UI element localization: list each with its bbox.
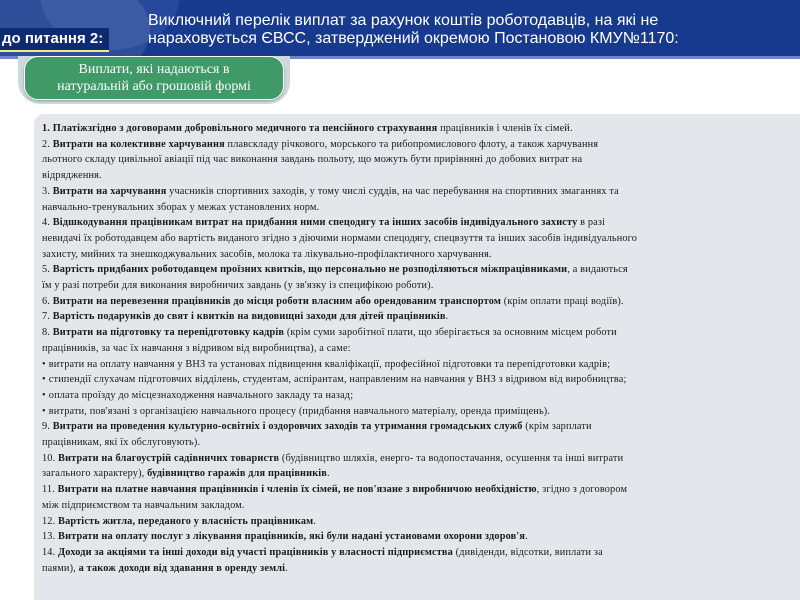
slide-title <box>148 12 793 48</box>
line-text: витрати, пов'язані з організацією навчального процесу (придбання навчального матеріалу, оренда приміщень). <box>48 405 551 417</box>
badge-line-2: натуральній або грошовій формі <box>57 79 251 94</box>
line-text: 14. <box>42 546 59 558</box>
line-text: паями), <box>42 562 79 574</box>
bold-text: Витрати на платне навчання працівників і членів їх сімей, не пов'язане з виробничою необхідністю <box>57 484 537 496</box>
list-line <box>42 215 800 231</box>
list-line <box>42 325 800 341</box>
list-line <box>42 341 800 357</box>
list-line <box>42 168 800 184</box>
list-line <box>42 357 800 373</box>
list-line <box>42 137 800 153</box>
bold-text: Витрати на оплату послуг з лікування працівників, які були надані установами охорони здоров'я <box>58 531 526 543</box>
bold-text: Відшкодування працівникам витрат на придбання ними спецодягу та інших засобів індивідуального захисту <box>52 217 578 229</box>
list-line <box>42 404 800 420</box>
line-text: (крім зарплати <box>522 421 592 433</box>
line-text: 7. <box>42 311 53 323</box>
bold-text: Витрати на перевезення працівників до місця роботи власним або орендованим транспортом <box>52 295 502 307</box>
line-text: стипендії слухачам підготовчих відділень, студентам, аспірантам, направленим на навчання у ВНЗ з відривом від виробництва; <box>48 374 627 386</box>
bold-text: Витрати на колективне харчування <box>52 138 225 150</box>
list-line <box>42 561 800 577</box>
bold-text: Вартість подарунків до свят і квитків на видовищні заходи для дітей працівників <box>52 311 446 323</box>
list-line <box>42 466 800 482</box>
bold-text: будівництво гаражів для працівників <box>147 468 328 480</box>
section-badge <box>24 56 284 100</box>
list-line <box>42 121 800 137</box>
line-text: їм у разі потреби для виконання виробничих завдань (у зв'язку із специфікою роботи). <box>42 280 434 292</box>
list-line <box>42 278 800 294</box>
list-line <box>42 184 800 200</box>
line-text: льотного складу цивільної авіації під час виконання завдань польоту, що можуть бути прирівняні до добових витрат на <box>42 154 583 166</box>
badge-line-1: Виплати, які надаються в <box>78 62 230 77</box>
list-line <box>42 545 800 561</box>
bold-text: 1. Платіжзгідно з договорами добровільного медичного та пенсійного страхування <box>42 123 438 134</box>
list-line <box>42 294 800 310</box>
list-line <box>42 435 800 451</box>
line-text: . <box>327 468 330 480</box>
line-text: працівників і членів їх сімей. <box>437 123 573 134</box>
slide-title-line-1: Виключний перелік виплат за рахунок коштів роботодавців, на які не <box>148 12 659 29</box>
line-text: , згідно з договором <box>536 484 628 496</box>
line-text: 5. <box>42 264 53 276</box>
bold-text: а також доходи від здавання в оренду землі <box>78 562 286 574</box>
bold-text: Доходи за акціями та інші доходи від участі працівників у власності підприємства <box>58 546 453 558</box>
line-text: 12. <box>42 515 59 527</box>
list-line <box>42 482 800 498</box>
bold-text: Витрати на благоустрій садівничих товариств <box>58 452 280 464</box>
line-text: плавскладу річкового, морського та рибопромислового флоту, а також харчування <box>224 138 599 150</box>
list-line <box>42 498 800 514</box>
line-text: оплата проїзду до місцезнаходження навчального закладу та назад; <box>48 389 354 401</box>
payments-list <box>42 121 800 576</box>
line-text: працівників, за час їх навчання з відривом від виробництва), а саме: <box>42 342 351 354</box>
list-line <box>42 247 800 263</box>
line-text: відрядження. <box>42 170 102 182</box>
bold-text: Витрати на підготовку та перепідготовку кадрів <box>52 327 285 339</box>
line-text: між підприємством та навчальним закладом. <box>42 499 245 511</box>
list-line <box>42 152 800 168</box>
line-text: витрати на оплату навчання у ВНЗ та установах підвищення кваліфікації, професійної підготовки та перепідготовки кадрів; <box>48 358 611 370</box>
list-line <box>42 388 800 404</box>
list-line <box>42 262 800 278</box>
list-line <box>42 514 800 530</box>
line-text: (будівництво шляхів, енерго- та водопостачання, осушення та інші витрати <box>279 452 624 464</box>
list-line <box>42 529 800 545</box>
line-text: в разі <box>577 217 606 229</box>
list-line <box>42 372 800 388</box>
content-panel <box>34 114 800 600</box>
line-text: учасників спортивних заходів, у тому числі суддів, на час перебування на спортивних змаганнях та <box>166 185 619 197</box>
slide-title-line-2: нараховується ЄВСС, затверджений окремою Постановою КМУ№1170: <box>148 30 679 47</box>
line-text: (крім суми заробітної плати, що зберігається за основним місцем роботи <box>284 327 617 339</box>
bold-text: Вартість придбаних роботодавцем проїзних квитків, що персонально не розподіляються міжпрацівниками <box>52 264 568 276</box>
line-text: , а видаються <box>567 264 628 276</box>
list-line <box>42 231 800 247</box>
line-text: захисту, мийних та знешкоджувальних засобів, молока та лікувально-профілактичного харчування. <box>42 248 492 260</box>
line-text: 2. <box>42 138 53 150</box>
line-text: загального характеру), <box>42 468 148 480</box>
line-text: 8. <box>42 327 53 339</box>
line-text: 3. <box>42 185 53 197</box>
line-text: невидачі їх роботодавцем або вартість виданого згідно з діючими нормами спецодягу, спецвзуття та інших засобів індивідуального <box>42 232 638 244</box>
line-text: 9. <box>42 421 53 433</box>
line-text: працівникам, які їх обслуговують). <box>42 437 201 449</box>
header-bar <box>0 0 800 56</box>
bold-text: Вартість житла, переданого у власність працівникам <box>58 515 314 527</box>
list-line <box>42 419 800 435</box>
bold-text: Витрати на харчування <box>52 185 167 197</box>
line-text: (крім оплати праці водіїв). <box>501 295 624 307</box>
line-text: . <box>525 531 528 543</box>
question-label: до питання 2: <box>0 28 109 52</box>
list-line <box>42 451 800 467</box>
line-text: . <box>313 515 317 527</box>
bold-text: Витрати на проведення культурно-освітніх і оздоровчих заходів та утримання громадських служб <box>52 421 523 433</box>
line-text: . <box>285 562 288 574</box>
line-text: 4. <box>42 217 53 229</box>
line-text: 10. <box>42 452 59 464</box>
list-line <box>42 200 800 216</box>
line-text: 11. <box>42 484 58 496</box>
line-text: 6. <box>42 295 53 307</box>
line-text: . <box>445 311 449 323</box>
list-line <box>42 309 800 325</box>
line-text: навчально-тренувальних зборах у межах установлених норм. <box>42 201 320 213</box>
line-text: (дивіденди, відсотки, виплати за <box>452 546 603 558</box>
line-text: 13. <box>42 531 59 543</box>
